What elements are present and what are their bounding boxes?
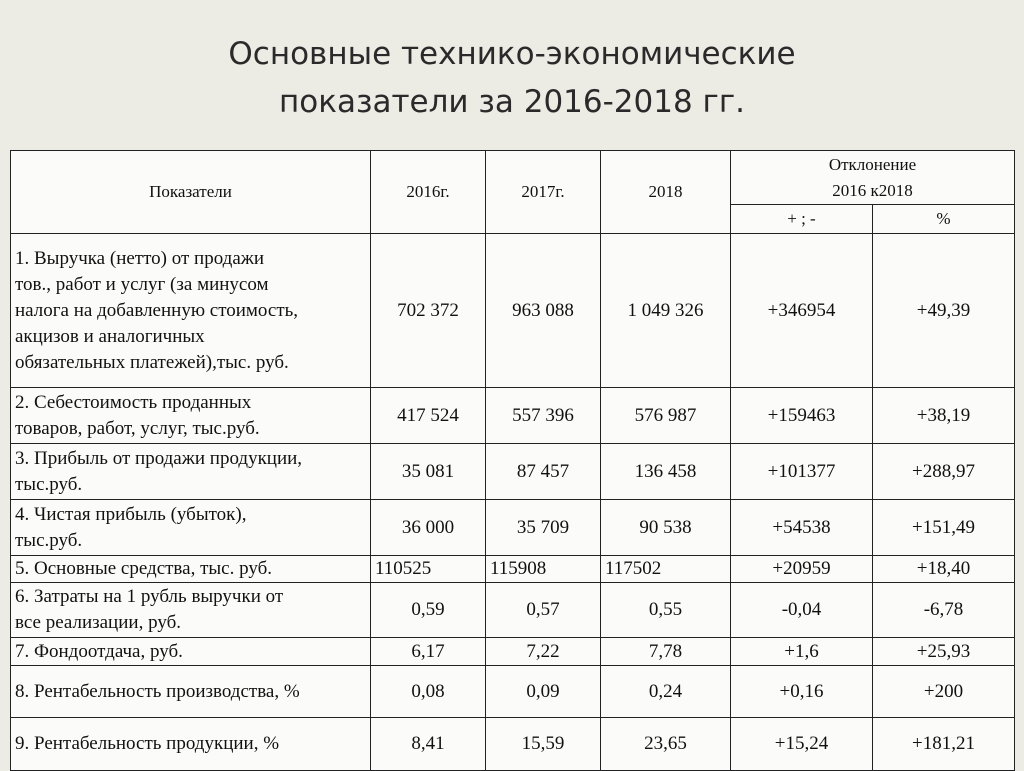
cell-2018: 7,78: [601, 638, 731, 666]
row-label-line: налога на добавленную стоимость,: [15, 299, 299, 321]
cell-abs: +1,6: [731, 638, 873, 666]
row-label-line: все реализации, руб.: [15, 612, 181, 633]
row-label-line: акцизов и аналогичных: [15, 325, 205, 347]
cell-pct: +181,21: [873, 718, 1015, 771]
cell-2017: 7,22: [486, 638, 601, 666]
header-indicators: Показатели: [11, 151, 371, 234]
cell-abs: +15,24: [731, 718, 873, 771]
row-label: [11, 444, 371, 500]
cell-2016: 0,08: [371, 666, 486, 718]
table-row: [11, 638, 1015, 666]
cell-pct: +200: [873, 666, 1015, 718]
row-label: [11, 388, 371, 444]
row-label-line: 3. Прибыль от продажи продукции,: [15, 447, 303, 469]
header-2016: 2016г.: [371, 151, 486, 234]
cell-2016: 6,17: [371, 638, 486, 666]
table-row: [11, 666, 1015, 718]
row-label-line: 9. Рентабельность продукции, %: [15, 733, 280, 754]
header-pct: %: [873, 205, 1015, 234]
cell-pct: +151,49: [873, 500, 1015, 556]
row-label: [11, 234, 371, 388]
row-label: [11, 500, 371, 556]
cell-2016: 702 372: [371, 234, 486, 388]
row-label-line: обязательных платежей),тыс. руб.: [15, 351, 289, 373]
cell-2017: 0,57: [486, 583, 601, 638]
cell-2017: 87 457: [486, 444, 601, 500]
cell-2018: 23,65: [601, 718, 731, 771]
row-label-line: тов., работ и услуг (за минусом: [15, 273, 269, 295]
cell-2018: 1 049 326: [601, 234, 731, 388]
row-label: [11, 583, 371, 638]
cell-abs: +54538: [731, 500, 873, 556]
table-header-row: [11, 151, 1015, 205]
cell-abs: +0,16: [731, 666, 873, 718]
cell-2017: 15,59: [486, 718, 601, 771]
row-label-line: 7. Фондоотдача, руб.: [15, 640, 183, 662]
header-2018: 2018: [601, 151, 731, 234]
header-2017: 2017г.: [486, 151, 601, 234]
cell-2018: 117502: [601, 556, 731, 583]
table-row: [11, 234, 1015, 388]
header-deviation-line-1: Отклонение: [828, 154, 917, 174]
row-label: [11, 638, 371, 666]
cell-2017: 0,09: [486, 666, 601, 718]
cell-2018: 0,24: [601, 666, 731, 718]
row-label-line: 2. Себестоимость проданных: [15, 391, 252, 413]
cell-pct: -6,78: [873, 583, 1015, 638]
page-title-line-2: показатели за 2016-2018 гг.: [279, 84, 745, 120]
cell-pct: +25,93: [873, 638, 1015, 666]
row-label-line: тыс.руб.: [15, 473, 83, 495]
table-row: [11, 556, 1015, 583]
cell-pct: +18,40: [873, 556, 1015, 583]
table-row: [11, 718, 1015, 771]
cell-pct: +38,19: [873, 388, 1015, 444]
cell-2018: 136 458: [601, 444, 731, 500]
row-label: [11, 666, 371, 718]
row-label: [11, 556, 371, 583]
header-deviation: [731, 151, 1015, 205]
table-row: [11, 583, 1015, 638]
page-title-line-1: Основные технико-экономические: [228, 36, 796, 72]
cell-2016: 35 081: [371, 444, 486, 500]
row-label-line: 5. Основные средства, тыс. руб.: [15, 558, 273, 579]
row-label: [11, 718, 371, 771]
cell-2018: 0,55: [601, 583, 731, 638]
cell-2016: 8,41: [371, 718, 486, 771]
row-label-line: 8. Рентабельность производства, %: [15, 680, 300, 702]
cell-abs: +346954: [731, 234, 873, 388]
cell-abs: +101377: [731, 444, 873, 500]
table-row: [11, 444, 1015, 500]
table-row: [11, 388, 1015, 444]
header-abs: + ; -: [731, 205, 873, 234]
cell-pct: +49,39: [873, 234, 1015, 388]
cell-abs: +159463: [731, 388, 873, 444]
row-label-line: 6. Затраты на 1 рубль выручки от: [15, 586, 284, 607]
header-deviation-line-2: 2016 к2018: [832, 180, 913, 200]
cell-2017: 963 088: [486, 234, 601, 388]
row-label-line: тыс.руб.: [15, 529, 83, 551]
cell-2016: 110525: [371, 556, 486, 583]
page-title: [0, 30, 1024, 126]
cell-2016: 36 000: [371, 500, 486, 556]
cell-2018: 576 987: [601, 388, 731, 444]
cell-2016: 0,59: [371, 583, 486, 638]
cell-2017: 557 396: [486, 388, 601, 444]
row-label-line: товаров, работ, услуг, тыс.руб.: [15, 417, 260, 439]
cell-pct: +288,97: [873, 444, 1015, 500]
indicators-table: [10, 150, 1015, 771]
cell-2016: 417 524: [371, 388, 486, 444]
row-label-line: 1. Выручка (нетто) от продажи: [15, 247, 265, 269]
cell-2017: 115908: [486, 556, 601, 583]
cell-2017: 35 709: [486, 500, 601, 556]
cell-abs: +20959: [731, 556, 873, 583]
cell-2018: 90 538: [601, 500, 731, 556]
table-row: [11, 500, 1015, 556]
row-label-line: 4. Чистая прибыль (убыток),: [15, 503, 247, 525]
cell-abs: -0,04: [731, 583, 873, 638]
